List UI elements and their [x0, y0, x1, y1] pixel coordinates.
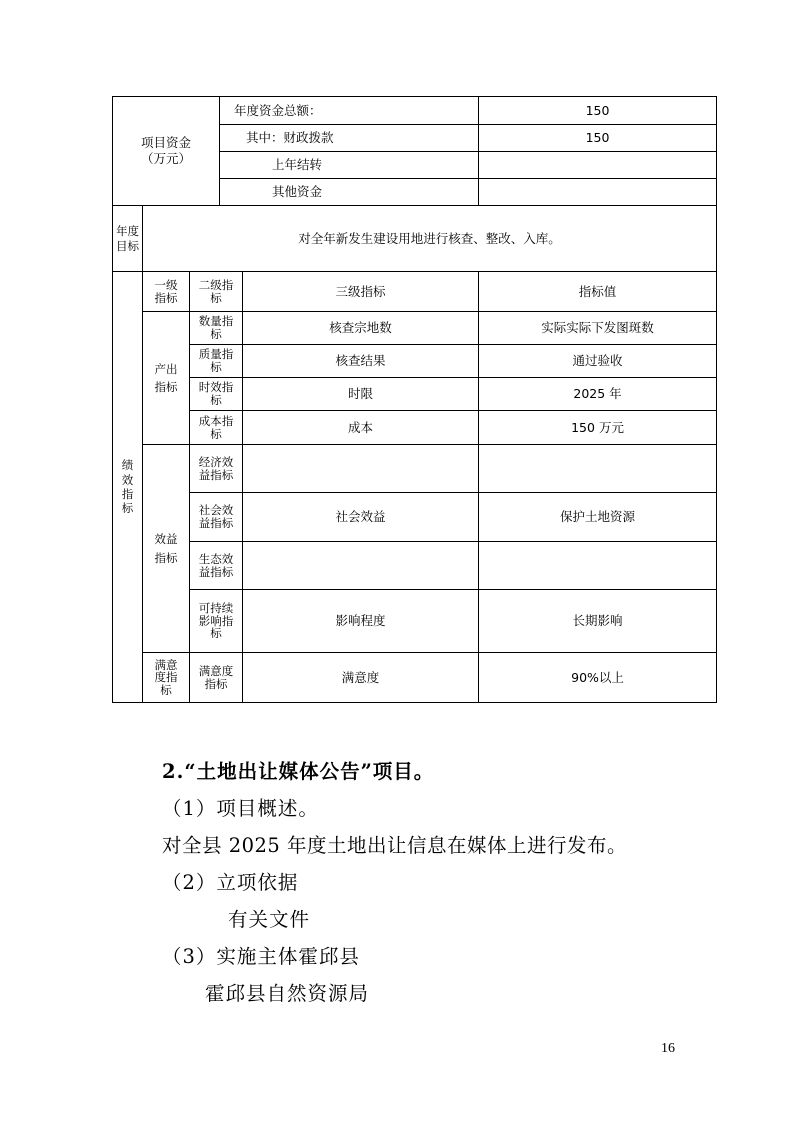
- benefit-value: 保护土地资源: [479, 493, 717, 542]
- output-level2: 数量指标: [190, 312, 243, 345]
- funds-row-label: 其他资金: [220, 179, 479, 206]
- overview-label: （1）项目概述。: [162, 797, 319, 820]
- basis-text: 有关文件: [228, 908, 311, 931]
- header-level3: 三级指标: [243, 272, 479, 312]
- benefit-value: [479, 542, 717, 590]
- funds-row-label: 其中：财政拨款: [220, 125, 479, 152]
- annual-goal-label: 年度目标: [113, 206, 143, 272]
- funds-row-value: [479, 152, 717, 179]
- output-level2: 质量指标: [190, 345, 243, 378]
- output-level2: 成本指标: [190, 411, 243, 445]
- benefit-value: 长期影响: [479, 590, 717, 653]
- benefit-level3: [243, 445, 479, 493]
- funds-row-value: 150: [479, 125, 717, 152]
- funds-row-value: 150: [479, 97, 717, 125]
- section-heading: 2.“土地出让媒体公告”项目。: [162, 760, 435, 783]
- benefit-level2: 经济效益指标: [190, 445, 243, 493]
- satisfaction-value: 90%以上: [479, 653, 717, 703]
- benefit-level2: 社会效益指标: [190, 493, 243, 542]
- satisfaction-level3: 满意度: [243, 653, 479, 703]
- benefit-level2: 可持续影响指标: [190, 590, 243, 653]
- benefit-level3: [243, 542, 479, 590]
- output-value: 实际实际下发图斑数: [479, 312, 717, 345]
- basis-label: （2）立项依据: [162, 871, 299, 894]
- overview-text: 对全县 2025 年度土地出让信息在媒体上进行发布。: [162, 834, 628, 857]
- funds-row-label: 上年结转: [220, 152, 479, 179]
- benefit-level3: 社会效益: [243, 493, 479, 542]
- output-value: 150 万元: [479, 411, 717, 445]
- performance-table: [112, 96, 717, 703]
- output-level3: 核查宗地数: [243, 312, 479, 345]
- output-level3: 时限: [243, 378, 479, 411]
- output-level3: 成本: [243, 411, 479, 445]
- output-value: 2025 年: [479, 378, 717, 411]
- satisfaction-level2: 满意度指标: [190, 653, 243, 703]
- funds-label: 项目资金: [141, 135, 192, 151]
- header-value: 指标值: [479, 272, 717, 312]
- benefit-label: 效益指标: [143, 445, 190, 653]
- benefit-value: [479, 445, 717, 493]
- funds-row-label: 年度资金总额：: [220, 97, 479, 125]
- annual-goal-text: 对全年新发生建设用地进行核查、整改、入库。: [143, 206, 717, 272]
- funds-label-cell: [113, 97, 220, 206]
- satisfaction-level1: 满意度指标: [143, 653, 190, 703]
- entity-text: 霍邱县自然资源局: [205, 982, 370, 1005]
- output-level3: 核查结果: [243, 345, 479, 378]
- page-number: 16: [661, 1041, 675, 1056]
- output-value: 通过验收: [479, 345, 717, 378]
- entity-label: （3）实施主体霍邱县: [162, 945, 360, 968]
- funds-unit: （万元）: [141, 151, 192, 166]
- funds-row-value: [479, 179, 717, 206]
- performance-label: 绩效指标: [113, 272, 143, 703]
- benefit-level2: 生态效益指标: [190, 542, 243, 590]
- header-level1: 一级指标: [143, 272, 190, 312]
- header-level2: 二级指标: [190, 272, 243, 312]
- output-label: 产出指标: [143, 312, 190, 445]
- benefit-level3: 影响程度: [243, 590, 479, 653]
- output-level2: 时效指标: [190, 378, 243, 411]
